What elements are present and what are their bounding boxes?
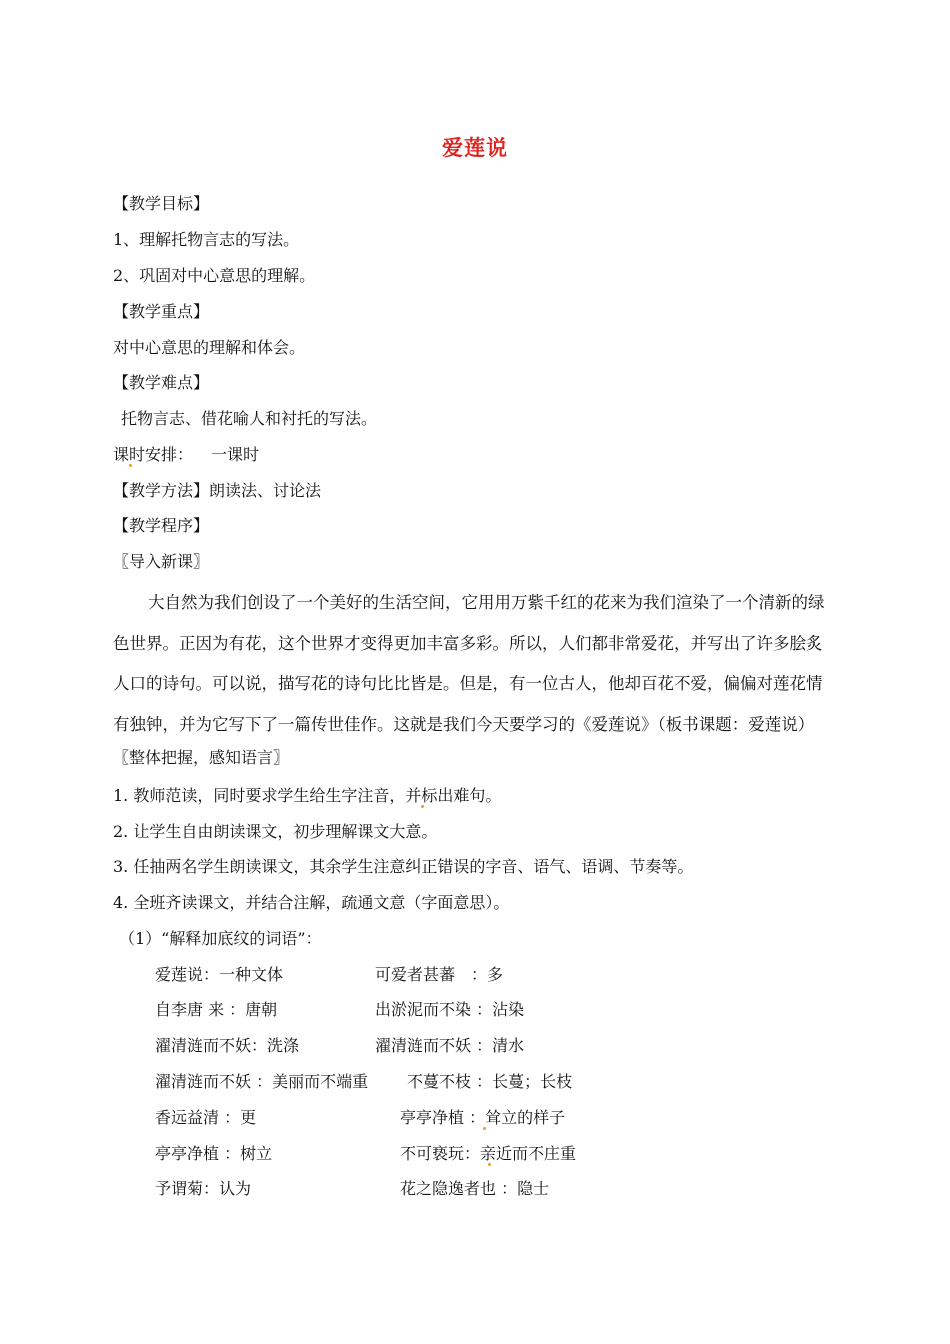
vocab-right-3: 濯清涟而不妖 ：清水	[375, 1036, 525, 1055]
intro-paragraph-line-3: 人口的诗句。可以说，描写花的诗句比比皆是。但是，有一位古人，他却百花不爱，偏偏对莲花情	[113, 674, 823, 693]
difficulty-header: 【教学难点】	[113, 373, 210, 392]
intro-paragraph-line-1: 大自然为我们创设了一个美好的生活空间，它用用万紫千红的花来为我们渲染了一个清新的绿	[148, 593, 825, 612]
objective-item-1: 1、理解托物言志的写法。	[113, 230, 300, 249]
step-1-text-a: 1. 教师范读，同时要求学生给生	[113, 786, 342, 805]
vocab-right-4: 不蔓不枝 ：长蔓；长枝	[407, 1072, 573, 1091]
document-title: 爱莲说	[442, 135, 508, 160]
objectives-header: 【教学目标】	[113, 194, 210, 213]
vocab-left-7: 予谓菊：认为	[155, 1179, 252, 1198]
intro-paragraph-line-4: 有独钟，并为它写下了一篇传世佳作。这就是我们今天要学习的《爱莲说》（板书课题：爱莲说）	[113, 715, 815, 734]
vocab-left-2: 自李唐 来 ：唐朝	[155, 1000, 278, 1019]
step-1	[113, 785, 501, 807]
vocab-right-5-text: 亭亭净植 ：耸立的样子	[400, 1108, 566, 1127]
vocab-left-1: 爱莲说：一种文体	[155, 965, 284, 984]
vocab-left-3: 濯清涟而不妖：洗涤	[155, 1036, 300, 1055]
difficulty-text: 托物言志、借花喻人和衬托的写法。	[121, 409, 378, 428]
step-1-text-b: 字注音，并标出难句。	[341, 786, 502, 805]
vocab-right-7: 花之隐逸者也 ：隐士	[400, 1179, 550, 1198]
method-line: 【教学方法】朗读法、讨论法	[113, 481, 322, 500]
vocab-right-1: 可爱者甚蕃 ：多	[375, 965, 504, 984]
step-3: 3. 任抽两名学生朗读课文，其余学生注意纠正错误的字音、语气、语调、节奏等。	[113, 857, 694, 876]
step-4: 4. 全班齐读课文，并结合注解，疏通文意（字面意思）。	[113, 893, 510, 912]
intro-header: 〖导入新课〗	[113, 552, 210, 571]
procedure-header: 【教学程序】	[113, 516, 210, 535]
vocab-right-5	[400, 1107, 565, 1129]
focus-header: 【教学重点】	[113, 302, 210, 321]
schedule-label-a: 课时	[113, 445, 146, 464]
vocab-left-5: 香远益清 ：更	[155, 1108, 257, 1127]
vocab-right-6	[400, 1143, 576, 1165]
focus-text: 对中心意思的理解和体会。	[113, 338, 306, 357]
vocab-right-6-text: 不可亵玩：亲近而不庄重	[400, 1144, 577, 1163]
schedule-line	[113, 444, 259, 466]
schedule-label-b: 安排：	[145, 445, 194, 464]
vocab-left-4: 濯清涟而不妖 ：美丽而不端重	[155, 1072, 369, 1091]
step-2: 2. 让学生自由朗读课文，初步理解课文大意。	[113, 822, 438, 841]
vocab-left-6: 亭亭净植 ：树立	[155, 1144, 273, 1163]
overall-header: 〖整体把握，感知语言〗	[113, 748, 290, 767]
intro-paragraph-line-2: 色世界。正因为有花，这个世界才变得更加丰富多彩。所以，人们都非常爱花，并写出了许多脍炙	[113, 634, 823, 653]
vocab-right-2: 出淤泥而不染 ：沾染	[375, 1000, 525, 1019]
explain-header: （1）“解释加底纹的词语”：	[119, 929, 322, 948]
objective-item-2: 2、巩固对中心意思的理解。	[113, 266, 316, 285]
schedule-value: 一课时	[211, 445, 260, 464]
